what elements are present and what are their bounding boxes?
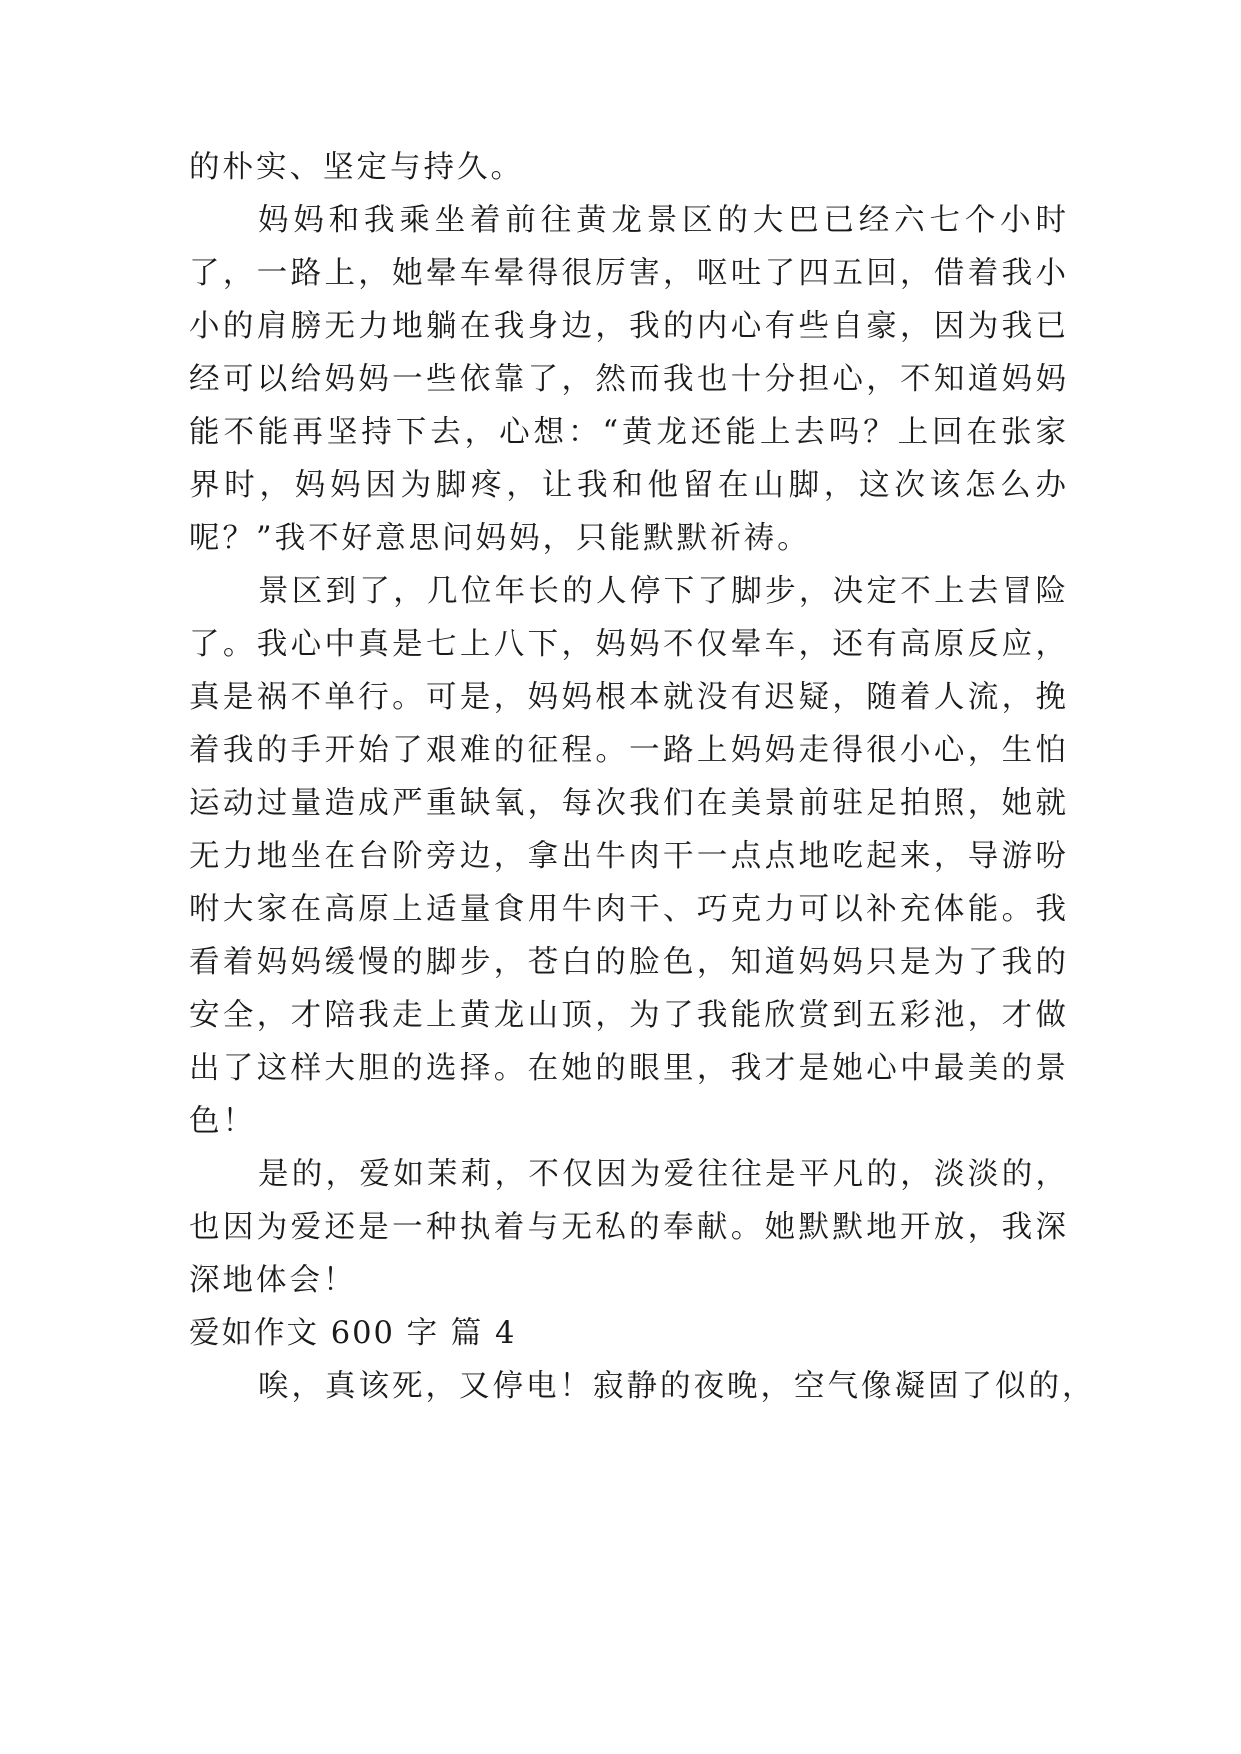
text-line: 了，一路上，她晕车晕得很厉害，呕吐了四五回，借着我小 [189, 256, 1069, 291]
text-line: 安全，才陪我走上黄龙山顶，为了我能欣赏到五彩池，才做 [189, 998, 1069, 1033]
section-heading: 爱如作文 600 字 篇 4 [189, 1316, 517, 1351]
text-line: 运动过量造成严重缺氧，每次我们在美景前驻足拍照，她就 [189, 786, 1069, 821]
text-line: 的朴实、坚定与持久。 [189, 150, 524, 185]
text-line: 也因为爱还是一种执着与无私的奉献。她默默地开放，我深 [189, 1210, 1069, 1245]
text-line: 色！ [189, 1104, 256, 1139]
paragraph-first-line: 是的，爱如茉莉，不仅因为爱往往是平凡的，淡淡的， [258, 1157, 1069, 1192]
text-line: 出了这样大胆的选择。在她的眼里，我才是她心中最美的景 [189, 1051, 1069, 1086]
text-line: 界时，妈妈因为脚疼，让我和他留在山脚，这次该怎么办 [189, 468, 1069, 503]
text-line: 经可以给妈妈一些依靠了，然而我也十分担心，不知道妈妈 [189, 362, 1069, 397]
paragraph-first-line: 妈妈和我乘坐着前往黄龙景区的大巴已经六七个小时 [258, 203, 1069, 238]
paragraph-first-line: 唉，真该死，又停电！寂静的夜晚，空气像凝固了似的， [258, 1369, 1096, 1404]
text-line: 深地体会！ [189, 1263, 357, 1298]
text-line: 无力地坐在台阶旁边，拿出牛肉干一点点地吃起来，导游吩 [189, 839, 1069, 874]
text-line: 呢？”我不好意思问妈妈，只能默默祈祷。 [189, 521, 811, 556]
text-line: 能不能再坚持下去，心想：“黄龙还能上去吗？上回在张家 [189, 415, 1069, 450]
text-line: 着我的手开始了艰难的征程。一路上妈妈走得很小心，生怕 [189, 733, 1069, 768]
text-line: 真是祸不单行。可是，妈妈根本就没有迟疑，随着人流，挽 [189, 680, 1069, 715]
paragraph-first-line: 景区到了，几位年长的人停下了脚步，决定不上去冒险 [258, 574, 1069, 609]
text-line: 咐大家在高原上适量食用牛肉干、巧克力可以补充体能。我 [189, 892, 1069, 927]
text-line: 看着妈妈缓慢的脚步，苍白的脸色，知道妈妈只是为了我的 [189, 945, 1069, 980]
text-line: 了。我心中真是七上八下，妈妈不仅晕车，还有高原反应， [189, 627, 1069, 662]
text-line: 小的肩膀无力地躺在我身边，我的内心有些自豪，因为我已 [189, 309, 1069, 344]
